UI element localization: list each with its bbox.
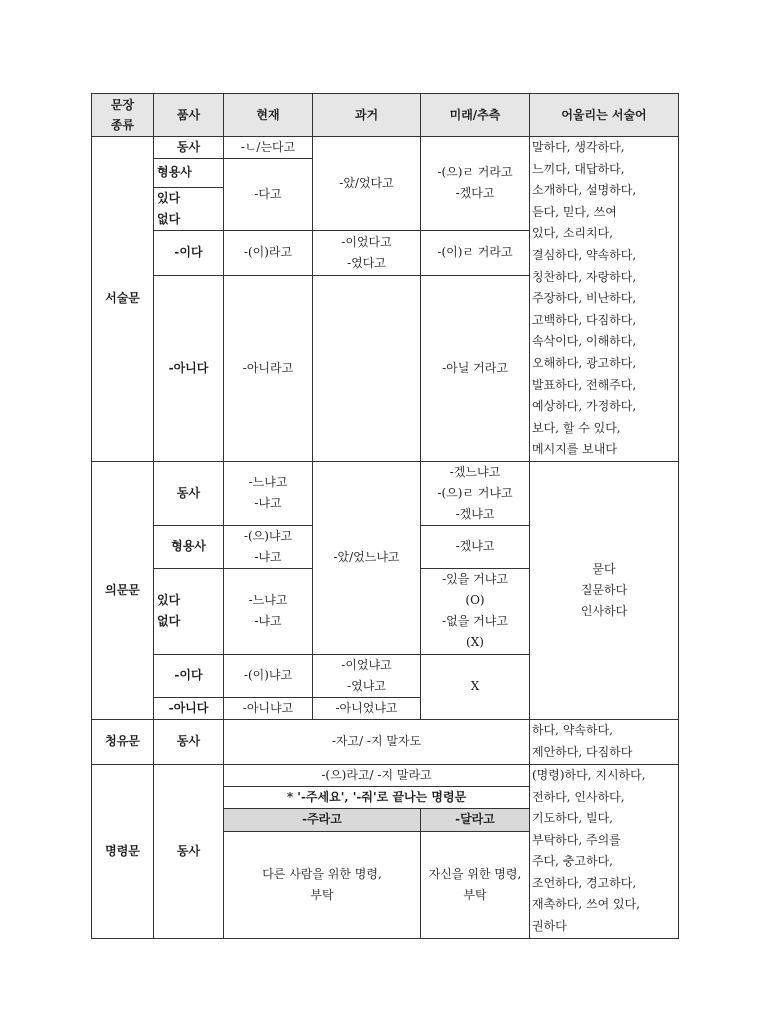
interrogative-anida-past: -아니었냐고 — [313, 697, 421, 719]
declarative-ida-pos: -이다 — [154, 230, 224, 275]
imperative-pos: 동사 — [154, 764, 224, 938]
header-predicates: 어울리는 서술어 — [530, 94, 679, 137]
interrogative-verb-present: -느냐고 -냐고 — [224, 461, 313, 525]
declarative-exist-pos: 있다 없다 — [154, 187, 224, 230]
declarative-anida-future: -아닐 거라고 — [421, 275, 530, 461]
declarative-ida-present: -(이)라고 — [224, 230, 313, 275]
interrogative-ida-present: -(이)냐고 — [224, 654, 313, 697]
imperative-type: 명령문 — [92, 764, 154, 938]
interrogative-adj-future: -겠냐고 — [421, 525, 530, 568]
propositive-type: 청유문 — [92, 719, 154, 764]
interrogative-adj-pos: 형용사 — [154, 525, 224, 568]
imperative-jurago-desc: 다른 사람을 위한 명령, 부탁 — [224, 831, 421, 938]
imperative-col-dallago: -달라고 — [421, 809, 530, 831]
table-row — [92, 764, 679, 786]
table-row — [92, 461, 679, 525]
interrogative-type: 의문문 — [92, 461, 154, 719]
interrogative-verb-pos: 동사 — [154, 461, 224, 525]
propositive-predicates: 하다, 약속하다, 제안하다, 다짐하다 — [530, 719, 679, 764]
declarative-predicates: 말하다, 생각하다, 느끼다, 대답하다, 소개하다, 설명하다, 듣다, 믿다, 쓰여 있다, 소리치다, 결심하다, 약속하다, 칭찬하다, 자랑하다, 주장하다, 비난하다, 고백하다, 다짐하다, 속삭이다, 이해하다, 오해하다, 광고하다, 발표하다, 전해주다, 예상하다, 가정하다, 보다, 할 수 있다, 메시지를 보내다 — [530, 137, 679, 462]
header-sentence-type: 문장 종류 — [92, 94, 154, 137]
declarative-adj-pos: 형용사 — [154, 159, 224, 188]
propositive-pos: 동사 — [154, 719, 224, 764]
declarative-adj-exist-present: -다고 — [224, 159, 313, 231]
interrogative-anida-present: -아니냐고 — [224, 697, 313, 719]
header-future: 미래/추측 — [421, 94, 530, 137]
interrogative-past-shared: -았/었느냐고 — [313, 461, 421, 654]
header-present: 현재 — [224, 94, 313, 137]
imperative-form: -(으)라고/ -지 말라고 — [224, 764, 530, 786]
propositive-form: -자고/ -지 말자도 — [224, 719, 530, 764]
interrogative-ida-past: -이었냐고 -였냐고 — [313, 654, 421, 697]
interrogative-exist-present: -느냐고 -냐고 — [224, 568, 313, 654]
declarative-verb-present: -ㄴ/는다고 — [224, 137, 313, 159]
interrogative-adj-present: -(으)냐고 -냐고 — [224, 525, 313, 568]
interrogative-predicates: 묻다 질문하다 인사하다 — [530, 461, 679, 719]
interrogative-anida-pos: -아니다 — [154, 697, 224, 719]
interrogative-ida-pos: -이다 — [154, 654, 224, 697]
imperative-dallago-desc: 자신을 위한 명령, 부탁 — [421, 831, 530, 938]
header-pos: 품사 — [154, 94, 224, 137]
declarative-anida-past — [313, 275, 421, 461]
declarative-ida-past: -이었다고 -였다고 — [313, 230, 421, 275]
declarative-verb-pos: 동사 — [154, 137, 224, 159]
declarative-future-shared: -(으)ㄹ 거라고 -겠다고 — [421, 137, 530, 231]
declarative-past-shared: -았/었다고 — [313, 137, 421, 231]
interrogative-ida-anida-future: X — [421, 654, 530, 719]
imperative-predicates: (명령)하다, 지시하다, 전하다, 인사하다, 기도하다, 빌다, 부탁하다, 주의를 주다, 충고하다, 조언하다, 경고하다, 재촉하다, 쓰여 있다, 권하다 — [530, 764, 679, 938]
table-row — [92, 137, 679, 159]
header-row — [92, 94, 679, 137]
interrogative-exist-pos: 있다 없다 — [154, 568, 224, 654]
interrogative-exist-future: -있을 거냐고 (O) -없을 거냐고 (X) — [421, 568, 530, 654]
grammar-table — [91, 93, 679, 939]
imperative-notice: * '-주세요', '-줘'로 끝나는 명령문 — [224, 787, 530, 809]
imperative-col-jurago: -주라고 — [224, 809, 421, 831]
table-row — [92, 719, 679, 764]
declarative-ida-future: -(이)ㄹ 거라고 — [421, 230, 530, 275]
declarative-type: 서술문 — [92, 137, 154, 462]
declarative-anida-present: -아니라고 — [224, 275, 313, 461]
header-past: 과거 — [313, 94, 421, 137]
interrogative-verb-future: -겠느냐고 -(으)ㄹ 거냐고 -겠냐고 — [421, 461, 530, 525]
declarative-anida-pos: -아니다 — [154, 275, 224, 461]
